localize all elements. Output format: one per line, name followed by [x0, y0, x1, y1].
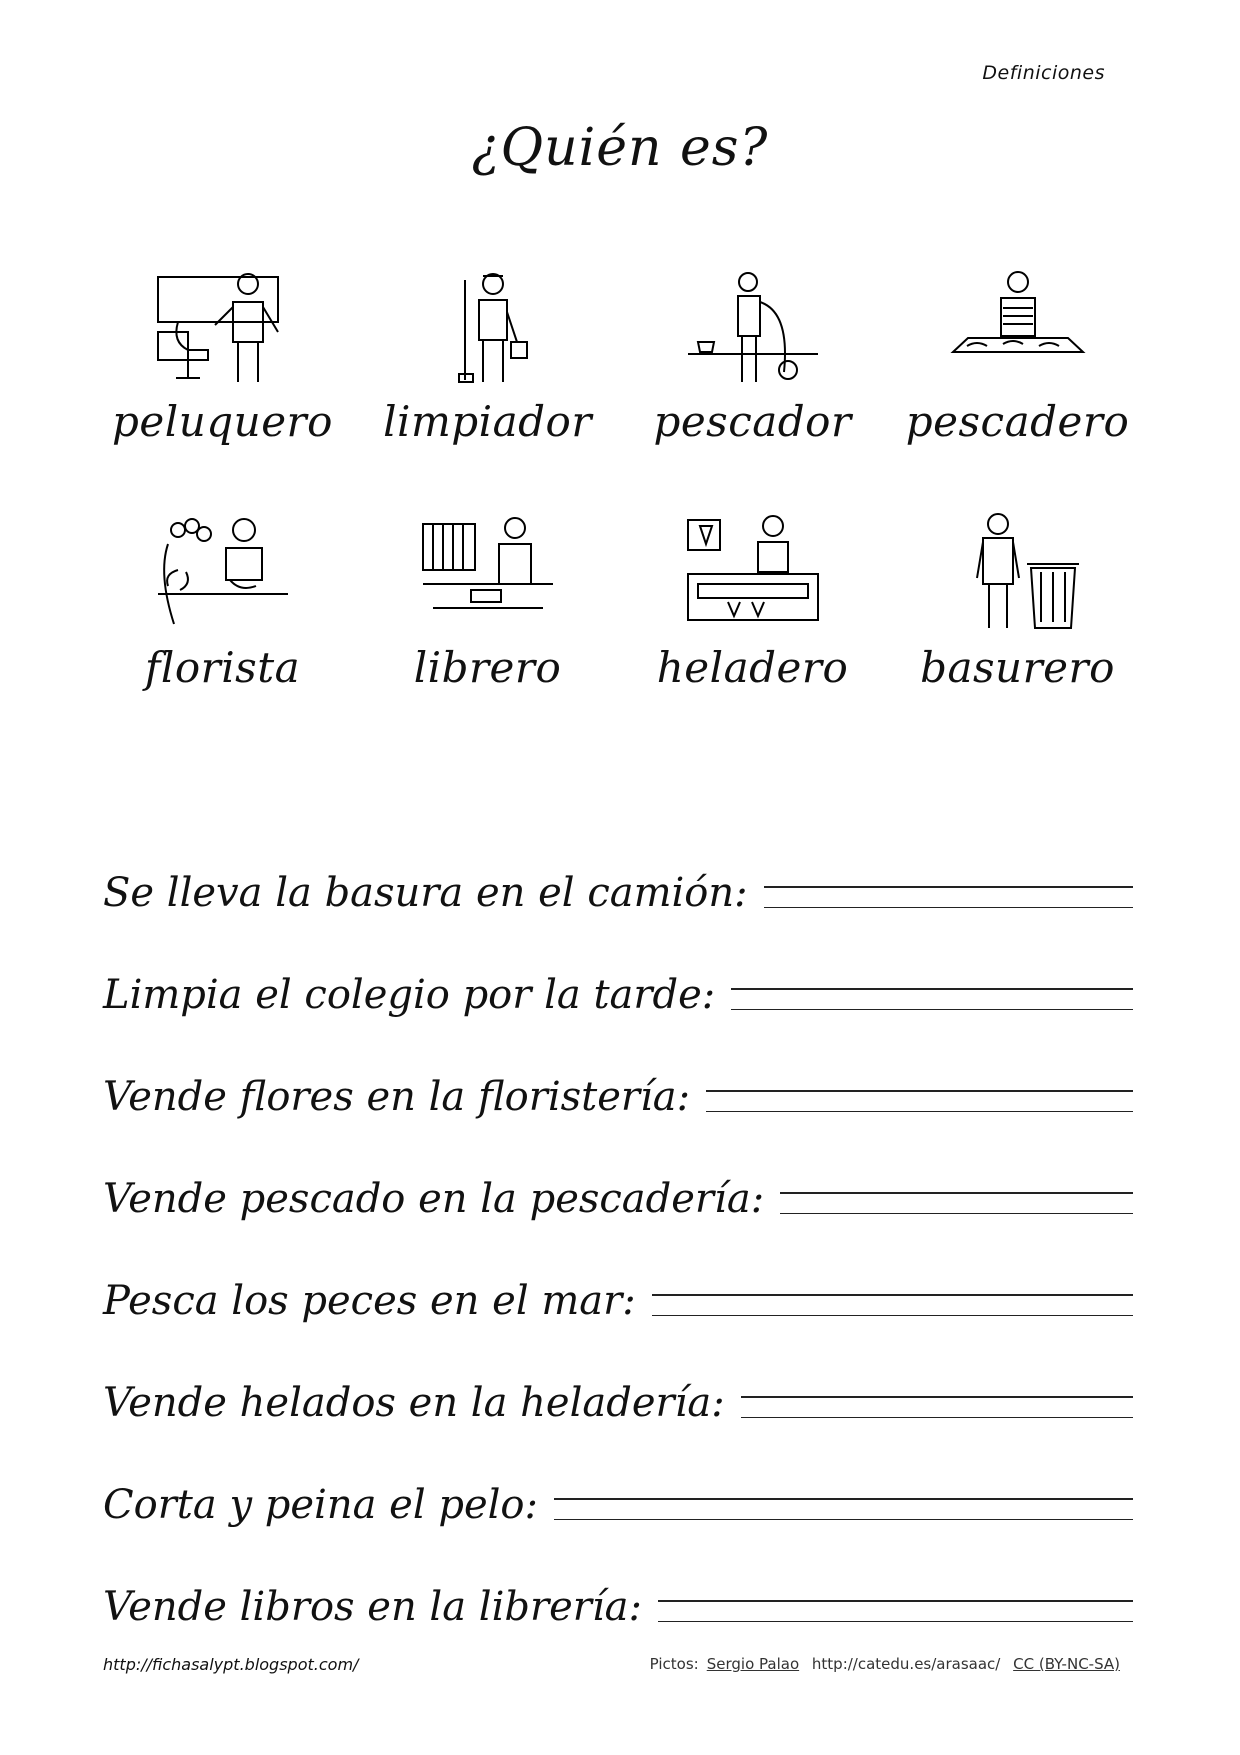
- profession-card: [355, 262, 620, 446]
- profession-word: heladero: [656, 643, 849, 692]
- pictos-label: Pictos:: [649, 1655, 699, 1673]
- answer-line[interactable]: [706, 1090, 1133, 1112]
- ice-cream-seller-pictogram-icon: [678, 510, 828, 635]
- definition-questions: [103, 820, 1133, 1636]
- answer-line[interactable]: [780, 1192, 1133, 1214]
- answer-line[interactable]: [658, 1600, 1133, 1622]
- cleaner-pictogram-icon: [413, 262, 563, 387]
- profession-word: basurero: [920, 643, 1115, 692]
- question-row: [103, 1432, 1133, 1534]
- answer-line[interactable]: [741, 1396, 1133, 1418]
- profession-card: [620, 262, 885, 446]
- florist-pictogram-icon: [148, 510, 298, 635]
- license-link[interactable]: CC (BY-NC-SA): [1013, 1655, 1120, 1673]
- fishmonger-pictogram-icon: [943, 262, 1093, 387]
- question-text: Limpia el colegio por la tarde:: [103, 972, 716, 1018]
- question-text: Vende helados en la heladería:: [103, 1380, 725, 1426]
- question-text: Pesca los peces en el mar:: [103, 1278, 636, 1324]
- bookseller-pictogram-icon: [413, 510, 563, 635]
- profession-word: librero: [413, 643, 562, 692]
- blog-link[interactable]: http://fichasalypt.blogspot.com/: [103, 1655, 359, 1674]
- question-text: Vende pescado en la pescadería:: [103, 1176, 765, 1222]
- profession-card: [90, 510, 355, 692]
- question-row: [103, 1024, 1133, 1126]
- hairdresser-pictogram-icon: [148, 262, 298, 387]
- profession-word: peluquero: [112, 397, 333, 446]
- header-tag: Definiciones: [982, 62, 1105, 84]
- question-row: [103, 1228, 1133, 1330]
- professions-row-1: [90, 262, 1150, 446]
- question-row: [103, 1126, 1133, 1228]
- profession-word: pescador: [653, 397, 852, 446]
- profession-word: florista: [144, 643, 301, 692]
- arasaac-link[interactable]: http://catedu.es/arasaac/: [811, 1655, 1001, 1673]
- credits: [650, 1655, 1128, 1673]
- profession-card: [355, 510, 620, 692]
- question-text: Corta y peina el pelo:: [103, 1482, 538, 1528]
- garbage-collector-pictogram-icon: [943, 510, 1093, 635]
- question-row: [103, 820, 1133, 922]
- profession-card: [90, 262, 355, 446]
- question-text: Vende libros en la librería:: [103, 1584, 643, 1630]
- profession-word: pescadero: [905, 397, 1130, 446]
- author-link[interactable]: Sergio Palao: [706, 1655, 800, 1673]
- answer-line[interactable]: [764, 886, 1133, 908]
- question-text: Se lleva la basura en el camión:: [103, 870, 748, 916]
- page-title: ¿Quién es?: [471, 118, 769, 178]
- profession-card: [620, 510, 885, 692]
- question-row: [103, 922, 1133, 1024]
- answer-line[interactable]: [731, 988, 1133, 1010]
- question-row: [103, 1534, 1133, 1636]
- profession-card: [885, 510, 1150, 692]
- answer-line[interactable]: [554, 1498, 1133, 1520]
- profession-word: limpiador: [383, 397, 592, 446]
- question-row: [103, 1330, 1133, 1432]
- fisherman-pictogram-icon: [678, 262, 828, 387]
- answer-line[interactable]: [652, 1294, 1133, 1316]
- profession-card: [885, 262, 1150, 446]
- professions-row-2: [90, 510, 1150, 692]
- question-text: Vende flores en la floristería:: [103, 1074, 691, 1120]
